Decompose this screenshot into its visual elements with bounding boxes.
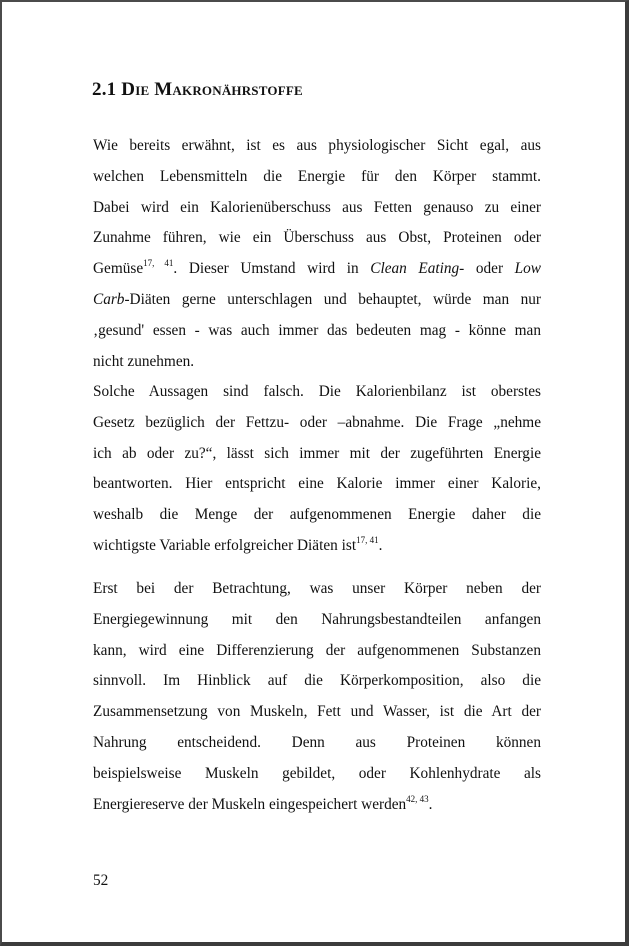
text-line: sinnvoll. Im Hinblick auf die Körperkomposition, also die bbox=[93, 672, 541, 690]
text-line: Solche Aussagen sind falsch. Die Kalorienbilanz ist oberstes bbox=[93, 383, 541, 400]
text-segment: wichtigste Variable erfolgreicher Diäten ist bbox=[93, 536, 357, 554]
text-line: Zunahme führen, wie ein Überschuss aus Obst, Proteinen oder bbox=[93, 229, 541, 247]
text-line: Erst bei der Betrachtung, was unser Körper neben der bbox=[93, 580, 541, 597]
text-line: ‚gesund' essen - was auch immer das bedeuten mag - könne man bbox=[93, 321, 541, 339]
paragraph-energy-balance bbox=[93, 377, 541, 562]
text-segment: Energiereserve der Muskeln eingespeichert werden bbox=[93, 795, 407, 813]
text-line bbox=[93, 790, 541, 821]
text-line bbox=[93, 285, 541, 316]
italic-term: Low bbox=[514, 260, 541, 278]
text-line: Wie bereits erwähnt, ist es aus physiologischer Sicht egal, aus bbox=[93, 137, 541, 154]
text-line bbox=[93, 531, 541, 562]
text-line: beispielsweise Muskeln gebildet, oder Kohlenhydrate als bbox=[93, 764, 541, 782]
text-line: Energiegewinnung mit den Nahrungsbestandteilen anfangen bbox=[93, 610, 541, 628]
text-line: nicht zunehmen. bbox=[93, 352, 195, 370]
text-segment: . bbox=[428, 795, 433, 813]
italic-term: Clean Eating- bbox=[370, 260, 465, 278]
section-heading: 2.1 Die Makronährstoffe bbox=[92, 79, 303, 100]
text-segment: . bbox=[378, 536, 383, 554]
text-line: weshalb die Menge der aufgenommenen Energie daher die bbox=[93, 506, 541, 524]
citation-superscript: 17, 41 bbox=[143, 258, 174, 269]
text-segment: . Dieser Umstand wird in bbox=[173, 260, 371, 278]
text-line: welchen Lebensmitteln die Energie für den Körper stammt. bbox=[93, 167, 541, 185]
text-line: Nahrung entscheidend. Denn aus Proteinen können bbox=[93, 733, 541, 751]
text-line: Gesetz bezüglich der Fettzu- oder –abnahme. Die Frage „nehme bbox=[93, 413, 541, 431]
citation-superscript: 42, 43 bbox=[406, 793, 429, 804]
text-segment: oder bbox=[464, 260, 515, 278]
text-segment: -Diäten gerne unterschlagen und behauptet, würde man nur bbox=[124, 290, 541, 308]
text-line: beantworten. Hier entspricht eine Kalorie immer einer Kalorie, bbox=[93, 475, 541, 493]
citation-superscript: 17, 41 bbox=[356, 534, 379, 545]
text-line: ich ab oder zu?“, lässt sich immer mit der zugeführten Energie bbox=[93, 444, 541, 462]
italic-term: Carb bbox=[93, 290, 125, 308]
text-line bbox=[93, 254, 541, 285]
text-line: Zusammensetzung von Muskeln, Fett und Wasser, ist die Art der bbox=[93, 703, 541, 721]
text-line: Dabei wird ein Kalorienüberschuss aus Fetten genauso zu einer bbox=[93, 198, 541, 216]
paragraph-body-composition bbox=[93, 574, 541, 820]
paragraph-intro bbox=[93, 131, 541, 377]
text-line: kann, wird eine Differenzierung der aufgenommenen Substanzen bbox=[93, 641, 541, 659]
text-segment: Gemüse bbox=[93, 260, 144, 278]
page-number: 52 bbox=[93, 872, 109, 889]
